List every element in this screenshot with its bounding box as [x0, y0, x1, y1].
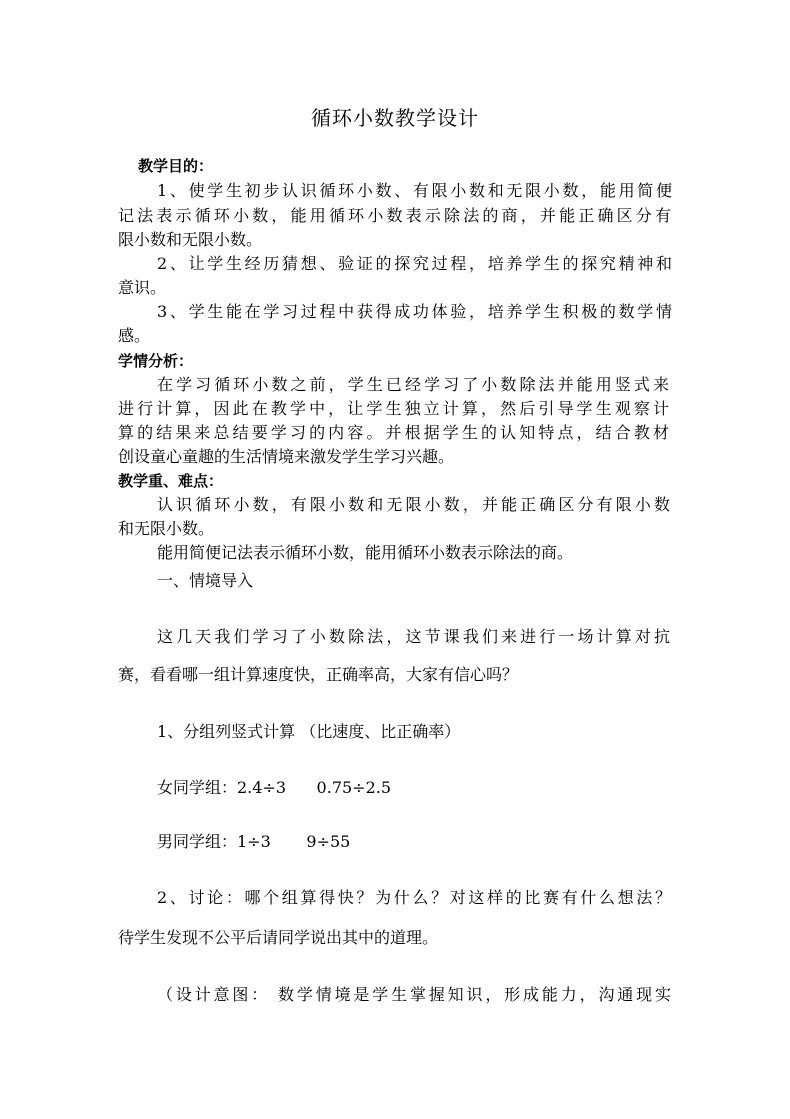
paragraph-line: 认识循环小数，有限小数和无限小数，并能正确区分有限小数: [157, 495, 670, 514]
paragraph-line: 女同学组：2.4÷3 0.75÷2.5: [157, 778, 392, 797]
heading-teaching-goals: 教学目的：: [138, 157, 214, 175]
paragraph-line: 意识。: [118, 278, 167, 297]
paragraph-line: 创设童心童趣的生活情境来激发学生学习兴趣。: [118, 447, 455, 466]
paragraph-line: 限小数和无限小数。: [118, 230, 263, 249]
heading-student-analysis: 学情分析：: [118, 352, 194, 370]
paragraph-line: 3、学生能在学习过程中获得成功体验，培养学生积极的数学情: [157, 302, 672, 321]
section-heading: 一、情境导入: [157, 571, 254, 590]
paragraph-line: 男同学组：1÷3 9÷55: [157, 832, 351, 851]
paragraph-line: 能用简便记法表示循环小数，能用循环小数表示除法的商。: [157, 543, 574, 562]
paragraph-line: 1、分组列竖式计算 （比速度、比正确率）: [157, 722, 461, 741]
paragraph-line: 这几天我们学习了小数除法，这节课我们来进行一场计算对抗: [157, 627, 670, 646]
paragraph-line: 2、讨论：哪个组算得快？为什么？对这样的比赛有什么想法？: [157, 888, 671, 907]
paragraph-line: 在学习循环小数之前，学生已经学习了小数除法并能用竖式来: [157, 375, 669, 394]
paragraph-line: 感。: [118, 326, 151, 345]
paragraph-line: 进行计算，因此在教学中，让学生独立计算，然后引导学生观察计: [118, 399, 669, 418]
heading-key-points: 教学重、难点：: [118, 472, 224, 490]
paragraph-line: （设计意图： 数学情境是学生掌握知识，形成能力，沟通现实: [157, 985, 671, 1004]
paragraph-line: 待学生发现不公平后请同学说出其中的道理。: [118, 928, 439, 947]
paragraph-line: 算的结果来总结要学习的内容。并根据学生的认知特点，结合教材: [118, 423, 669, 442]
paragraph-line: 记法表示循环小数，能用循环小数表示除法的商，并能正确区分有: [118, 206, 671, 225]
paragraph-line: 2、让学生经历猜想、验证的探究过程，培养学生的探究精神和: [157, 254, 672, 273]
paragraph-line: 1、使学生初步认识循环小数、有限小数和无限小数，能用简便: [157, 181, 672, 200]
paragraph-line: 和无限小数。: [118, 519, 215, 538]
paragraph-line: 赛，看看哪一组计算速度快，正确率高，大家有信心吗？: [118, 665, 519, 684]
document-title: 循环小数教学设计: [311, 106, 479, 130]
